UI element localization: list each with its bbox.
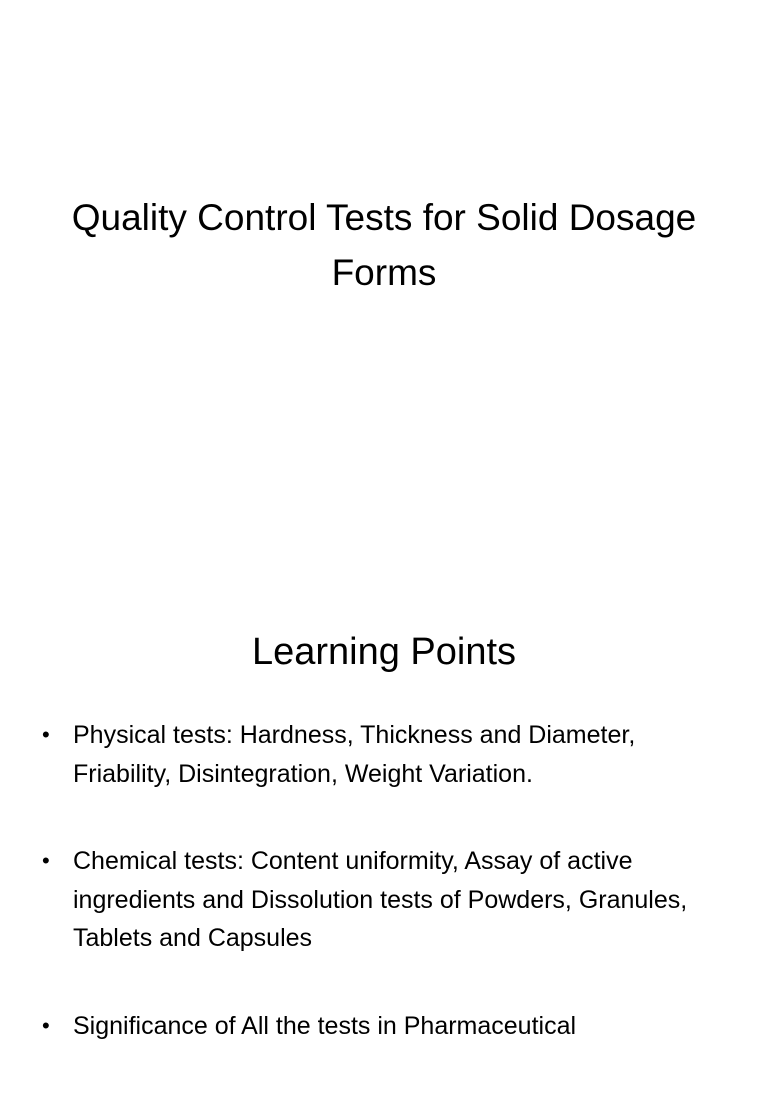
bullet-icon: • [42,1012,50,1038]
bullet-item-physical-tests [40,716,738,793]
bullet-icon: • [42,722,50,747]
learning-points-slide [0,576,768,1040]
bullet-text: Chemical tests: Content uniformity, Assay of active ingredients and Dissolution tests of Powders, Granules, Tablets and Capsules [73,847,688,952]
bullet-list [40,716,738,1094]
bullet-text: Physical tests: Hardness, Thickness and Diameter, Friability, Disintegration, Weight Variation. [73,721,636,788]
bullet-item-significance [40,1007,738,1046]
bullet-icon: • [42,848,50,873]
slide-title: Quality Control Tests for Solid Dosage Forms [71,197,697,293]
bullet-text: Significance of All the tests in Pharmaceutical [73,1011,577,1040]
bullet-item-chemical-tests [40,842,738,958]
slide-heading: Learning Points [251,631,517,673]
